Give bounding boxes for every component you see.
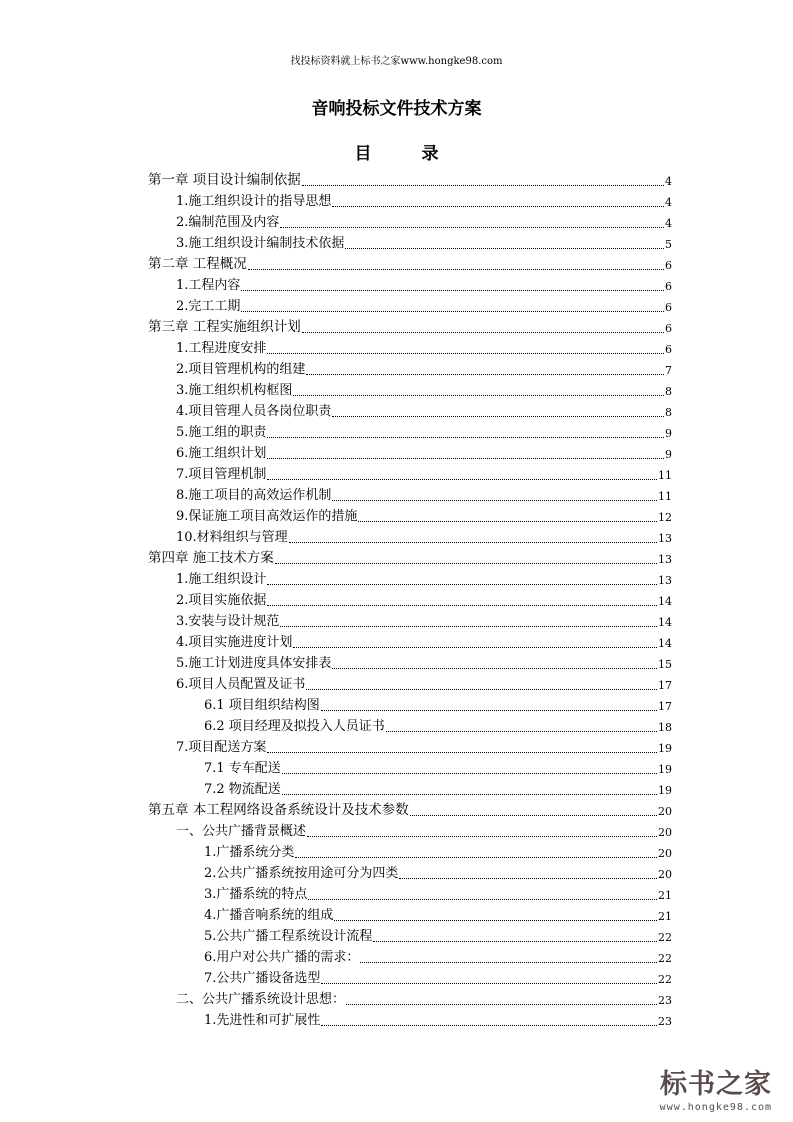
toc-entry-title: 第一章 项目设计编制依据: [148, 172, 301, 188]
toc-dot-leader: [334, 919, 657, 921]
toc-dot-leader: [282, 772, 657, 774]
toc-entry-page-number: 14: [658, 595, 672, 608]
toc-dot-leader: [289, 541, 657, 543]
toc-entry-page-number: 7: [665, 364, 672, 377]
toc-entry[interactable]: [148, 567, 672, 588]
toc-entry[interactable]: [148, 504, 672, 525]
toc-entry-title: 7.项目管理机制: [176, 467, 267, 482]
toc-entry[interactable]: [148, 945, 672, 966]
toc-dot-leader: [358, 520, 657, 522]
toc-entry[interactable]: [148, 189, 672, 210]
toc-entry-title: 9.保证施工项目高效运作的措施: [176, 509, 358, 524]
toc-dot-leader: [308, 898, 657, 900]
toc-entry-title: 1.工程进度安排: [176, 341, 267, 356]
toc-entry[interactable]: [148, 735, 672, 756]
toc-dot-leader: [332, 667, 657, 669]
toc-entry-page-number: 11: [658, 490, 672, 503]
toc-entry-title: 2.项目管理机构的组建: [176, 362, 306, 377]
toc-entry-page-number: 15: [658, 658, 672, 671]
toc-entry-title: 5.施工计划进度具体安排表: [176, 656, 332, 671]
toc-entry-title: 1.施工组织设计的指导思想: [176, 194, 332, 209]
toc-dot-leader: [306, 373, 664, 375]
toc-entry[interactable]: [148, 672, 672, 693]
toc-entry[interactable]: [148, 483, 672, 504]
toc-entry[interactable]: [148, 840, 672, 861]
toc-dot-leader: [275, 562, 657, 564]
document-title: 音响投标文件技术方案: [311, 99, 482, 119]
toc-entry-title: 1.广播系统分类: [204, 845, 295, 860]
toc-entry-page-number: 23: [658, 994, 672, 1007]
toc-entry[interactable]: [148, 546, 672, 567]
toc-dot-leader: [267, 457, 664, 459]
toc-entry-page-number: 4: [665, 217, 672, 230]
toc-dot-leader: [399, 877, 657, 879]
toc-dot-leader: [302, 331, 664, 333]
toc-entry-page-number: 18: [658, 721, 672, 734]
toc-entry[interactable]: [148, 714, 672, 735]
toc-entry-page-number: 6: [665, 301, 672, 314]
toc-dot-leader: [332, 205, 664, 207]
toc-heading: 目 录: [354, 144, 461, 164]
toc-dot-leader: [307, 835, 657, 837]
toc-entry[interactable]: [148, 861, 672, 882]
toc-entry[interactable]: [148, 987, 672, 1008]
toc-entry-page-number: 13: [658, 574, 672, 587]
toc-entry-page-number: 4: [665, 175, 672, 188]
toc-entry-page-number: 9: [665, 448, 672, 461]
toc-entry-title: 2.完工工期: [176, 299, 241, 314]
page-header-text: 找投标资料就上标书之家www.hongke98.com: [290, 56, 503, 67]
toc-entry-page-number: 12: [658, 511, 672, 524]
toc-entry-title: 第三章 工程实施组织计划: [148, 319, 301, 335]
toc-entry-title: 4.项目管理人员各岗位职责: [176, 404, 332, 419]
toc-entry[interactable]: [148, 1008, 672, 1029]
toc-entry-title: 第五章 本工程网络设备系统设计及技术参数: [148, 802, 409, 818]
toc-entry-title: 5.公共广播工程系统设计流程: [204, 929, 373, 944]
toc-entry-title: 第二章 工程概况: [148, 256, 247, 272]
toc-entry-title: 3.安装与设计规范: [176, 614, 280, 629]
brand-logo-url: www.hongke98.com: [659, 1102, 772, 1113]
toc-dot-leader: [241, 289, 664, 291]
toc-entry-title: 10.材料组织与管理: [176, 530, 288, 545]
toc-entry-title: 7.项目配送方案: [176, 740, 267, 755]
toc-entry[interactable]: [148, 357, 672, 378]
toc-entry[interactable]: [148, 399, 672, 420]
toc-entry-page-number: 20: [658, 868, 672, 881]
toc-entry[interactable]: [148, 462, 672, 483]
toc-entry-page-number: 8: [665, 406, 672, 419]
toc-dot-leader: [360, 961, 657, 963]
toc-entry[interactable]: [148, 777, 672, 798]
toc-dot-leader: [321, 982, 657, 984]
toc-entry-title: 7.1 专车配送: [204, 761, 281, 776]
toc-entry-page-number: 19: [658, 763, 672, 776]
toc-entry-title: 6.1 项目组织结构图: [204, 698, 320, 713]
toc-entry[interactable]: [148, 630, 672, 651]
toc-entry[interactable]: [148, 924, 672, 945]
toc-entry[interactable]: [148, 819, 672, 840]
toc-entry-page-number: 21: [658, 889, 672, 902]
toc-entry[interactable]: [148, 273, 672, 294]
toc-entry-page-number: 6: [665, 259, 672, 272]
toc-entry-page-number: 4: [665, 196, 672, 209]
toc-entry[interactable]: [148, 882, 672, 903]
toc-entry[interactable]: [148, 336, 672, 357]
toc-entry-page-number: 17: [658, 679, 672, 692]
toc-entry[interactable]: [148, 441, 672, 462]
toc-entry-title: 2.公共广播系统按用途可分为四类: [204, 866, 399, 881]
toc-entry-title: 第四章 施工技术方案: [148, 550, 274, 566]
toc-entry-page-number: 22: [658, 931, 672, 944]
toc-entry[interactable]: [148, 378, 672, 399]
brand-logo: [640, 1050, 788, 1116]
toc-entry-page-number: 9: [665, 427, 672, 440]
toc-entry-page-number: 14: [658, 616, 672, 629]
toc-entry-page-number: 17: [658, 700, 672, 713]
toc-entry[interactable]: [148, 252, 672, 273]
toc-dot-leader: [346, 1003, 657, 1005]
toc-dot-leader: [267, 436, 664, 438]
toc-dot-leader: [267, 583, 657, 585]
toc-entry[interactable]: [148, 168, 672, 189]
toc-entry-title: 8.施工项目的高效运作机制: [176, 488, 332, 503]
toc-entry-title: 2.编制范围及内容: [176, 215, 280, 230]
toc-dot-leader: [302, 184, 664, 186]
toc-dot-leader: [332, 499, 657, 501]
toc-entry-title: 3.广播系统的特点: [204, 887, 308, 902]
toc-dot-leader: [373, 940, 657, 942]
toc-dot-leader: [267, 604, 657, 606]
toc-entry-title: 6.项目人员配置及证书: [176, 677, 306, 692]
toc-entry-page-number: 21: [658, 910, 672, 923]
toc-entry-page-number: 11: [658, 469, 672, 482]
toc-entry-title: 4.广播音响系统的组成: [204, 908, 334, 923]
toc-dot-leader: [293, 394, 664, 396]
toc-entry-page-number: 13: [658, 532, 672, 545]
toc-entry-title: 二、公共广播系统设计思想：: [176, 992, 346, 1007]
toc-entry[interactable]: [148, 294, 672, 315]
toc-entry[interactable]: [148, 315, 672, 336]
toc-dot-leader: [293, 646, 657, 648]
brand-logo-name: 标书之家: [660, 1069, 772, 1100]
toc-dot-leader: [410, 814, 657, 816]
toc-dot-leader: [321, 1024, 657, 1026]
toc-entry[interactable]: [148, 420, 672, 441]
toc-entry-title: 5.施工组的职责: [176, 425, 267, 440]
toc-entry-page-number: 19: [658, 784, 672, 797]
table-of-contents: [148, 168, 672, 1029]
toc-entry-page-number: 5: [665, 238, 672, 251]
toc-entry-page-number: 22: [658, 973, 672, 986]
toc-entry-title: 一、公共广播背景概述: [176, 824, 307, 839]
toc-entry-title: 3.施工组织机构框图: [176, 383, 293, 398]
toc-entry-page-number: 8: [665, 385, 672, 398]
toc-dot-leader: [295, 856, 657, 858]
toc-entry-title: 1.先进性和可扩展性: [204, 1013, 321, 1028]
toc-entry-title: 4.项目实施进度计划: [176, 635, 293, 650]
toc-entry-title: 2.项目实施依据: [176, 593, 267, 608]
toc-entry-title: 7.公共广播设备选型: [204, 971, 321, 986]
toc-entry[interactable]: [148, 609, 672, 630]
toc-entry[interactable]: [148, 231, 672, 252]
toc-entry-title: 6.施工组织计划: [176, 446, 267, 461]
toc-entry[interactable]: [148, 966, 672, 987]
toc-entry-page-number: 6: [665, 343, 672, 356]
toc-dot-leader: [248, 268, 664, 270]
toc-entry-page-number: 22: [658, 952, 672, 965]
toc-entry-page-number: 6: [665, 280, 672, 293]
toc-entry-page-number: 19: [658, 742, 672, 755]
toc-entry[interactable]: [148, 525, 672, 546]
toc-entry[interactable]: [148, 798, 672, 819]
toc-dot-leader: [332, 415, 664, 417]
toc-entry-title: 6.2 项目经理及拟投入人员证书: [204, 719, 385, 734]
toc-entry-title: 1.施工组织设计: [176, 572, 267, 587]
toc-dot-leader: [306, 688, 657, 690]
toc-entry[interactable]: [148, 756, 672, 777]
toc-entry[interactable]: [148, 588, 672, 609]
toc-dot-leader: [282, 793, 657, 795]
toc-entry-page-number: 20: [658, 826, 672, 839]
toc-entry-title: 1.工程内容: [176, 278, 241, 293]
toc-entry-page-number: 6: [665, 322, 672, 335]
toc-dot-leader: [345, 247, 664, 249]
toc-entry[interactable]: [148, 210, 672, 231]
toc-entry-title: 6.用户对公共广播的需求：: [204, 950, 360, 965]
toc-dot-leader: [267, 478, 657, 480]
toc-dot-leader: [280, 226, 664, 228]
toc-entry-title: 7.2 物流配送: [204, 782, 281, 797]
toc-entry-page-number: 23: [658, 1015, 672, 1028]
toc-entry-page-number: 13: [658, 553, 672, 566]
toc-entry[interactable]: [148, 903, 672, 924]
toc-dot-leader: [267, 751, 657, 753]
toc-entry-title: 3.施工组织设计编制技术依据: [176, 236, 345, 251]
toc-dot-leader: [267, 352, 664, 354]
toc-entry-page-number: 14: [658, 637, 672, 650]
toc-entry[interactable]: [148, 651, 672, 672]
toc-dot-leader: [280, 625, 657, 627]
toc-entry-page-number: 20: [658, 805, 672, 818]
toc-dot-leader: [321, 709, 657, 711]
toc-entry[interactable]: [148, 693, 672, 714]
toc-dot-leader: [241, 310, 664, 312]
toc-dot-leader: [386, 730, 657, 732]
toc-entry-page-number: 20: [658, 847, 672, 860]
